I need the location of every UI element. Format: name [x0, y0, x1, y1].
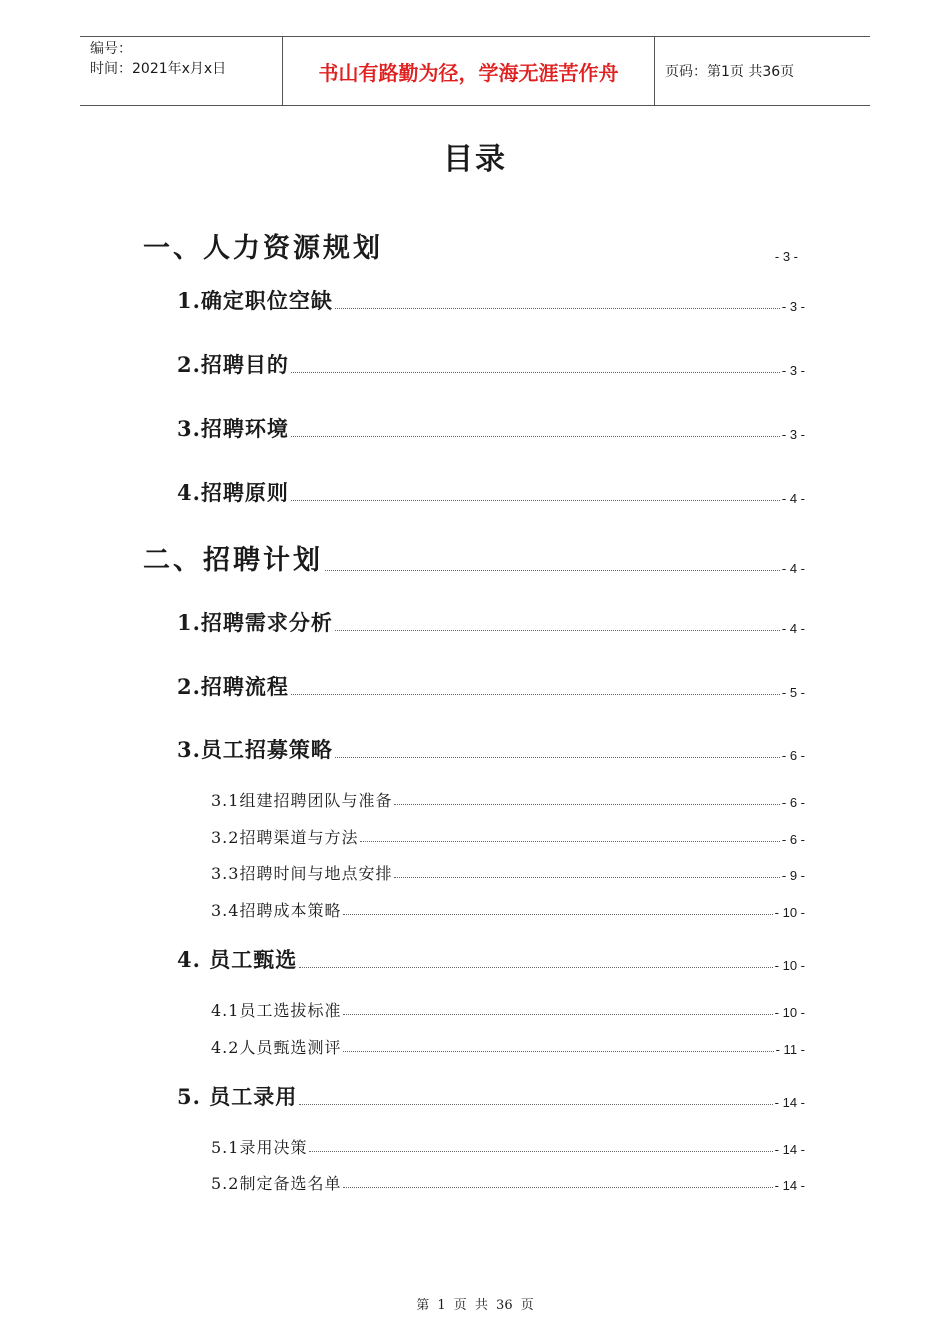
toc-entry[interactable]	[211, 1135, 805, 1158]
toc-entry-page: - 4 -	[781, 561, 805, 576]
toc-entry-page: - 3 -	[781, 299, 805, 314]
toc-entry-label: 4.2人员甄选测评	[211, 1038, 342, 1057]
toc-entry-label: 3.4招聘成本策略	[211, 901, 342, 920]
toc-entry[interactable]	[177, 413, 805, 443]
toc-leader	[335, 629, 780, 631]
toc-entry[interactable]	[211, 1035, 805, 1058]
toc-entry-page: - 4 -	[781, 621, 805, 636]
toc-entry-page: - 10 -	[774, 905, 805, 920]
toc-entry-page: - 3 -	[774, 249, 798, 264]
toc-entry-label: 4.招聘原则	[177, 480, 289, 505]
toc-entry-label: 二、招聘计划	[143, 545, 323, 576]
toc-entry-label: 1.确定职位空缺	[177, 288, 333, 313]
toc-entry[interactable]	[211, 1171, 805, 1194]
toc-entry-label: 5.1录用决策	[211, 1138, 308, 1157]
toc-entry-label: 一、人力资源规划	[143, 233, 383, 264]
toc-leader	[291, 435, 780, 437]
toc-entry-page: - 5 -	[781, 685, 805, 700]
toc-entry-label: 4.1员工选拔标准	[211, 1001, 342, 1020]
toc-entry-label: 3.1组建招聘团队与准备	[211, 791, 393, 810]
toc-entry-page: - 14 -	[774, 1142, 805, 1157]
toc-leader	[343, 1050, 773, 1052]
toc-entry-page: - 6 -	[781, 748, 805, 763]
toc-entry-page: - 10 -	[774, 958, 805, 973]
toc-entry-label: 3.2招聘渠道与方法	[211, 828, 359, 847]
toc-entry[interactable]	[177, 671, 805, 701]
time-label: 时间：2021年x月x日	[90, 61, 227, 77]
toc-leader	[343, 1013, 772, 1015]
toc-entry[interactable]	[211, 861, 805, 884]
toc-entry-label: 2.招聘流程	[177, 674, 289, 699]
toc-entry-page: - 14 -	[774, 1178, 805, 1193]
toc-leader	[343, 1186, 772, 1188]
toc-entry-page: - 6 -	[781, 795, 805, 810]
toc-leader	[309, 1150, 772, 1152]
toc-leader	[291, 693, 780, 695]
toc-leader	[335, 307, 780, 309]
toc-entry-label: 4. 员工甄选	[177, 947, 298, 972]
toc-leader	[385, 258, 773, 259]
toc-entry-page: - 6 -	[781, 832, 805, 847]
toc-entry-label: 2.招聘目的	[177, 352, 289, 377]
header-motto: 书山有路勤为径，学海无涯苦作舟	[282, 37, 655, 105]
toc-entry[interactable]	[143, 226, 798, 265]
toc-leader	[394, 803, 779, 805]
toc-entry-page: - 9 -	[781, 868, 805, 883]
number-label: 编号：	[90, 41, 132, 57]
toc-leader	[299, 966, 772, 968]
toc-entry-page: - 14 -	[774, 1095, 805, 1110]
toc-leader	[343, 913, 772, 915]
toc-entry-label: 3.员工招募策略	[177, 737, 333, 762]
page-footer: 第 1 页 共 36 页	[416, 1298, 534, 1313]
toc-entry[interactable]	[211, 898, 805, 921]
toc-entry[interactable]	[211, 998, 805, 1021]
toc-entry[interactable]	[177, 477, 805, 507]
toc-entry-page: - 10 -	[774, 1005, 805, 1020]
toc-leader	[360, 840, 779, 842]
toc-leader	[299, 1103, 772, 1105]
toc-entry-label: 5. 员工录用	[177, 1084, 298, 1109]
toc-entry[interactable]	[177, 1081, 805, 1111]
toc-entry-label: 3.招聘环境	[177, 416, 289, 441]
header-page-info: 页码：第1页 共36页	[665, 64, 795, 80]
toc-entry-label: 5.2制定备选名单	[211, 1174, 342, 1193]
toc-leader	[335, 756, 780, 758]
page-title: 目录	[443, 142, 507, 177]
toc-entry-page: - 3 -	[781, 427, 805, 442]
toc-leader	[394, 876, 779, 878]
toc-entry[interactable]	[211, 825, 805, 848]
toc-entry[interactable]	[211, 788, 805, 811]
toc-entry[interactable]	[177, 734, 805, 764]
toc-entry-page: - 11 -	[775, 1042, 805, 1057]
toc-entry-page: - 3 -	[781, 363, 805, 378]
toc-entry[interactable]	[177, 944, 805, 974]
toc-entry[interactable]	[143, 538, 805, 577]
toc-entry-label: 1.招聘需求分析	[177, 610, 333, 635]
toc-leader	[291, 499, 780, 501]
toc-leader	[325, 569, 780, 571]
toc-entry-page: - 4 -	[781, 491, 805, 506]
toc-leader	[291, 371, 780, 373]
toc-entry[interactable]	[177, 285, 805, 315]
toc-entry[interactable]	[177, 607, 805, 637]
toc-entry-label: 3.3招聘时间与地点安排	[211, 864, 393, 883]
toc-entry[interactable]	[177, 349, 805, 379]
